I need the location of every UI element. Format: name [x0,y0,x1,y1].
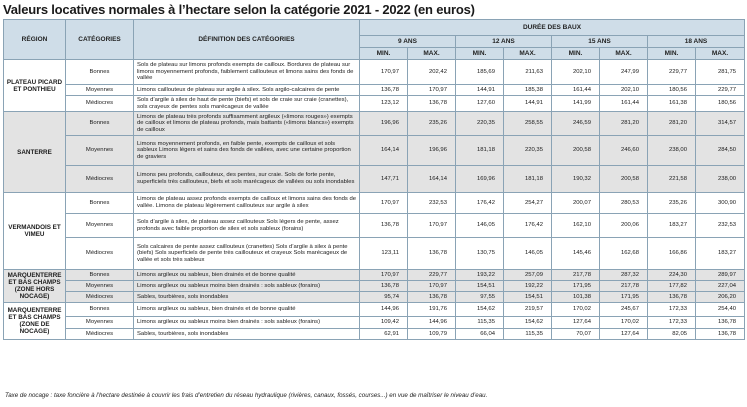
min-value-cell: 193,22 [456,270,504,281]
header-duration: 9 ANS [360,36,456,48]
min-value-cell: 146,05 [456,214,504,238]
min-value-cell: 220,35 [456,112,504,136]
header-categories: CATÉGORIES [66,20,134,60]
min-value-cell: 196,96 [360,112,408,136]
rental-values-table [3,19,745,340]
table-row [4,303,745,317]
min-value-cell: 246,59 [552,112,600,136]
max-value-cell: 196,96 [408,136,456,166]
header-min: MIN. [648,48,696,60]
min-value-cell: 281,20 [648,112,696,136]
min-value-cell: 181,18 [456,136,504,166]
header-max: MAX. [600,48,648,60]
max-value-cell: 154,51 [504,292,552,303]
max-value-cell: 170,02 [600,317,648,329]
header-max: MAX. [696,48,745,60]
min-value-cell: 200,07 [552,193,600,214]
max-value-cell: 232,53 [408,193,456,214]
max-value-cell: 287,32 [600,270,648,281]
min-value-cell: 66,04 [456,329,504,340]
min-value-cell: 123,11 [360,238,408,270]
max-value-cell: 136,78 [696,317,745,329]
min-value-cell: 161,38 [648,96,696,112]
definition-cell: Limons caillouteux de plateau sur argile à silex. Sols argilo-calcaires de pente [134,85,360,96]
min-value-cell: 141,99 [552,96,600,112]
table-row [4,281,745,292]
min-value-cell: 130,75 [456,238,504,270]
category-cell: Bonnes [66,112,134,136]
max-value-cell: 192,22 [504,281,552,292]
definition-cell: Sables, tourbières, sols inondables [134,329,360,340]
min-value-cell: 127,64 [552,317,600,329]
max-value-cell: 200,06 [600,214,648,238]
max-value-cell: 229,77 [408,270,456,281]
min-value-cell: 101,38 [552,292,600,303]
min-value-cell: 169,96 [456,166,504,193]
header-min: MIN. [456,48,504,60]
min-value-cell: 97,55 [456,292,504,303]
min-value-cell: 170,97 [360,193,408,214]
min-value-cell: 200,58 [552,136,600,166]
table-body [4,60,745,340]
category-cell: Moyennes [66,214,134,238]
max-value-cell: 200,58 [600,166,648,193]
max-value-cell: 109,79 [408,329,456,340]
region-cell: VERMANDOIS ET VIMEU [4,193,66,270]
max-value-cell: 144,96 [408,317,456,329]
min-value-cell: 136,78 [360,85,408,96]
definition-cell: Sables, tourbières, sols inondables [134,292,360,303]
max-value-cell: 185,38 [504,85,552,96]
min-value-cell: 171,95 [552,281,600,292]
definition-cell: Sols d’argile à silex, de plateau assez caillouteux Sols légers de pente, assez profonds avec faible proportion de silex et sols sableux (forains) [134,214,360,238]
max-value-cell: 258,55 [504,112,552,136]
definition-cell: Limons de plateau assez profonds exempts de cailloux et limons sains des fonds de vallée. Limons de plateau légèrement caillouteux sur argile à silex [134,193,360,214]
max-value-cell: 254,27 [504,193,552,214]
max-value-cell: 284,50 [696,136,745,166]
max-value-cell: 170,97 [408,281,456,292]
max-value-cell: 183,27 [696,238,745,270]
min-value-cell: 136,78 [360,281,408,292]
header-definition: DÉFINITION DES CATÉGORIES [134,20,360,60]
min-value-cell: 185,69 [456,60,504,85]
min-value-cell: 115,35 [456,317,504,329]
max-value-cell: 257,09 [504,270,552,281]
table-row [4,292,745,303]
min-value-cell: 172,33 [648,303,696,317]
max-value-cell: 191,76 [408,303,456,317]
min-value-cell: 123,12 [360,96,408,112]
table-row [4,60,745,85]
min-value-cell: 145,46 [552,238,600,270]
min-value-cell: 136,78 [360,214,408,238]
min-value-cell: 109,42 [360,317,408,329]
max-value-cell: 181,18 [504,166,552,193]
max-value-cell: 281,20 [600,112,648,136]
min-value-cell: 147,71 [360,166,408,193]
region-cell: MARQUENTERRE ET BAS CHAMPS (ZONE DE NOCAGE) [4,303,66,340]
region-cell: MARQUENTERRE ET BAS CHAMPS (ZONE HORS NOCAGE) [4,270,66,303]
min-value-cell: 82,05 [648,329,696,340]
category-cell: Moyennes [66,281,134,292]
category-cell: Bonnes [66,270,134,281]
region-cell: PLATEAU PICARD ET PONTHIEU [4,60,66,112]
max-value-cell: 176,42 [504,214,552,238]
table-row [4,112,745,136]
category-cell: Médiocres [66,329,134,340]
max-value-cell: 136,78 [408,96,456,112]
max-value-cell: 300,90 [696,193,745,214]
max-value-cell: 161,44 [600,96,648,112]
category-cell: Médiocres [66,238,134,270]
category-cell: Médiocres [66,166,134,193]
max-value-cell: 314,57 [696,112,745,136]
max-value-cell: 229,77 [696,85,745,96]
min-value-cell: 229,77 [648,60,696,85]
min-value-cell: 183,27 [648,214,696,238]
header-duration: 12 ANS [456,36,552,48]
max-value-cell: 254,40 [696,303,745,317]
table-row [4,214,745,238]
region-cell: SANTERRE [4,112,66,193]
max-value-cell: 171,95 [600,292,648,303]
definition-cell: Limons peu profonds, caillouteux, des pentes, sur craie. Sols de forte pente, superficiels très caillouteux, biefs et sols marécageux de vallées ou sols inondables [134,166,360,193]
max-value-cell: 146,05 [504,238,552,270]
max-value-cell: 202,42 [408,60,456,85]
max-value-cell: 211,63 [504,60,552,85]
min-value-cell: 161,44 [552,85,600,96]
max-value-cell: 235,26 [408,112,456,136]
min-value-cell: 217,78 [552,270,600,281]
max-value-cell: 238,00 [696,166,745,193]
category-cell: Médiocres [66,96,134,112]
header-region: RÉGION [4,20,66,60]
max-value-cell: 202,10 [600,85,648,96]
definition-cell: Sols calcaires de pente assez caillouteux (cranettes) Sols d’argile à silex à pente (biefs) Sols superficiels de pente très caillouteux et crayeux Sols marécageux de vallée et sols très sableux [134,238,360,270]
min-value-cell: 95,74 [360,292,408,303]
min-value-cell: 136,78 [648,292,696,303]
max-value-cell: 219,57 [504,303,552,317]
min-value-cell: 172,33 [648,317,696,329]
table-row [4,166,745,193]
min-value-cell: 190,32 [552,166,600,193]
table-row [4,85,745,96]
max-value-cell: 127,64 [600,329,648,340]
category-cell: Bonnes [66,60,134,85]
table-row [4,96,745,112]
header-max: MAX. [408,48,456,60]
max-value-cell: 217,78 [600,281,648,292]
max-value-cell: 289,97 [696,270,745,281]
footnote: Taxe de nocage : taxe foncière à l’hectare destinée à couvrir les frais d’entretien du réseau hydraulique (rivières, canaux, fossés, courses...) en vue de maîtriser le niveau d’eau. [5,392,488,399]
max-value-cell: 232,53 [696,214,745,238]
definition-cell: Limons argileux ou sableux moins bien drainés : sols sableux (forains) [134,281,360,292]
min-value-cell: 202,10 [552,60,600,85]
category-cell: Moyennes [66,85,134,96]
max-value-cell: 144,91 [504,96,552,112]
min-value-cell: 70,07 [552,329,600,340]
table-row [4,193,745,214]
table-row [4,238,745,270]
min-value-cell: 154,51 [456,281,504,292]
min-value-cell: 144,96 [360,303,408,317]
header-duration: 18 ANS [648,36,745,48]
max-value-cell: 180,56 [696,96,745,112]
header-min: MIN. [360,48,408,60]
definition-cell: Limons moyennement profonds, en faible pente, exempts de cailloux et sols sableux Limons légers et sains des fonds de vallées, avec une certaine proportion de graviers [134,136,360,166]
min-value-cell: 166,86 [648,238,696,270]
max-value-cell: 136,78 [696,329,745,340]
max-value-cell: 245,67 [600,303,648,317]
category-cell: Moyennes [66,317,134,329]
header-duree: DURÉE DES BAUX [360,20,745,36]
category-cell: Moyennes [66,136,134,166]
min-value-cell: 221,58 [648,166,696,193]
definition-cell: Limons argileux ou sableux, bien drainés et de bonne qualité [134,270,360,281]
min-value-cell: 238,00 [648,136,696,166]
definition-cell: Sols d’argile à silex de haut de pente (biefs) et sols de craie sur craie (cranettes), sols crayeux de pentes sols marécageux de vallée [134,96,360,112]
max-value-cell: 281,75 [696,60,745,85]
table-row [4,317,745,329]
max-value-cell: 227,04 [696,281,745,292]
min-value-cell: 224,30 [648,270,696,281]
max-value-cell: 247,99 [600,60,648,85]
min-value-cell: 177,82 [648,281,696,292]
max-value-cell: 170,97 [408,85,456,96]
min-value-cell: 154,62 [456,303,504,317]
min-value-cell: 127,60 [456,96,504,112]
table-row [4,329,745,340]
table-row [4,136,745,166]
min-value-cell: 180,56 [648,85,696,96]
header-min: MIN. [552,48,600,60]
definition-cell: Limons argileux ou sableux, bien drainés et de bonne qualité [134,303,360,317]
page-title: Valeurs locatives normales à l’hectare selon la catégorie 2021 - 2022 (en euros) [3,2,475,17]
min-value-cell: 164,14 [360,136,408,166]
max-value-cell: 115,35 [504,329,552,340]
min-value-cell: 62,91 [360,329,408,340]
header-max: MAX. [504,48,552,60]
max-value-cell: 162,68 [600,238,648,270]
min-value-cell: 144,91 [456,85,504,96]
min-value-cell: 170,02 [552,303,600,317]
max-value-cell: 136,78 [408,292,456,303]
header-duration: 15 ANS [552,36,648,48]
max-value-cell: 246,60 [600,136,648,166]
category-cell: Bonnes [66,303,134,317]
definition-cell: Limons argileux ou sableux moins bien drainés : sols sableux (forains) [134,317,360,329]
min-value-cell: 235,26 [648,193,696,214]
max-value-cell: 164,14 [408,166,456,193]
max-value-cell: 136,78 [408,238,456,270]
category-cell: Médiocres [66,292,134,303]
max-value-cell: 206,20 [696,292,745,303]
max-value-cell: 170,97 [408,214,456,238]
min-value-cell: 170,97 [360,270,408,281]
min-value-cell: 176,42 [456,193,504,214]
category-cell: Bonnes [66,193,134,214]
definition-cell: Sols de plateau sur limons profonds exempts de cailloux. Bordures de plateau sur limons moyennement profonds, faiblement caillouteux et limons sains des fonds de vallée [134,60,360,85]
min-value-cell: 162,10 [552,214,600,238]
max-value-cell: 220,35 [504,136,552,166]
table-row [4,270,745,281]
max-value-cell: 154,62 [504,317,552,329]
max-value-cell: 280,53 [600,193,648,214]
min-value-cell: 170,97 [360,60,408,85]
definition-cell: Limons de plateau très profonds suffisamment argileux («limons rouges») exempts de cailloux et limons de plateau profonds, mais battants («limons blancs») exempts de cailloux [134,112,360,136]
